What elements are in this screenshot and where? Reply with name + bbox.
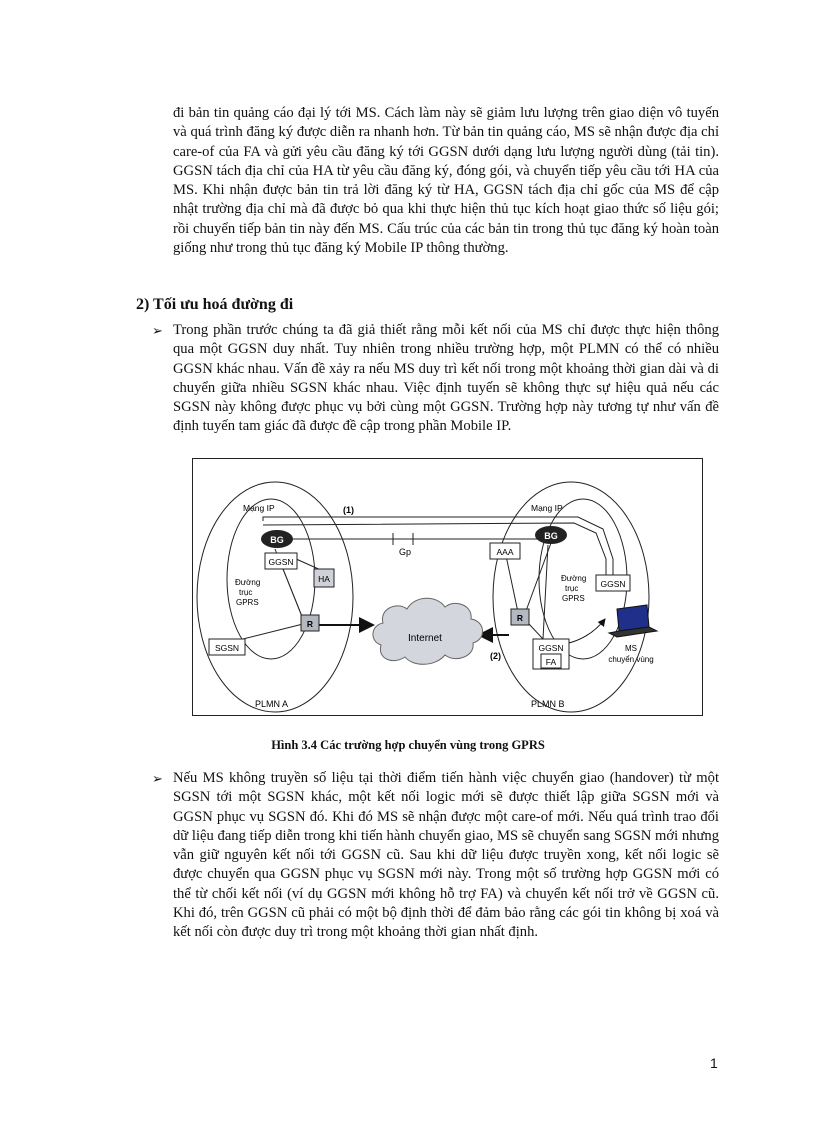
figure-caption: Hình 3.4 Các trường hợp chuyển vùng trong GPRS	[271, 738, 545, 752]
backbone-b-label-1: Đường	[561, 574, 587, 583]
arrow-ms	[569, 619, 605, 643]
backbone-b-label-2: trục	[565, 584, 579, 593]
path-2-label: (2)	[490, 651, 501, 661]
section-heading: 2) Tối ưu hoá đường đi	[136, 296, 294, 313]
ha-label: HA	[318, 574, 330, 584]
internet-label: Internet	[408, 633, 442, 644]
internet-cloud	[373, 598, 483, 664]
ggsn-b-label: GGSN	[600, 579, 626, 589]
ggsn-fa-label: GGSN	[538, 643, 564, 653]
router-a-label: R	[306, 619, 314, 629]
backbone-a-label-3: GPRS	[236, 598, 259, 607]
mang-ip-a-label: Mạng IP	[243, 503, 275, 513]
backbone-a-label-1: Đường	[235, 578, 261, 587]
bullet-icon: ➢	[152, 771, 163, 786]
plmn-a-label: PLMN A	[255, 699, 289, 709]
fa-label: FA	[545, 657, 557, 667]
aaa-label: AAA	[496, 547, 514, 557]
sgsn-a-label: SGSN	[214, 643, 240, 653]
backbone-b-label-3: GPRS	[562, 594, 585, 603]
backbone-a-label-2: trục	[239, 588, 253, 597]
network-diagram	[193, 459, 702, 715]
mang-ip-b-label: Mạng IP	[531, 503, 563, 513]
bullet-icon: ➢	[152, 323, 163, 338]
laptop-icon	[609, 605, 657, 637]
ms-label: MS	[625, 644, 637, 653]
bg-a-label: BG	[270, 535, 284, 545]
path-1-label: (1)	[343, 505, 354, 515]
paragraph-handover: Nếu MS không truyền số liệu tại thời điểm tiến hành việc chuyển giao (handover) từ một SGSN tới một SGSN khác, một kết nối logic mới sẽ được thiết lập giữa SGSN mới và GGSN phục vụ SGSN đó. Khi đó MS sẽ nhận được một care-of mới. Nếu quá trình trao đổi dữ liệu đang tiếp diễn trong khi tiến hành chuyển giao, MS sẽ chuyển sang SGSN mới nhưng vẫn giữ nguyên kết nối tới GGSN cũ. Sau khi dữ liệu được truyền xong, kết nối logic sẽ được chuyển qua GGSN phục vụ SGSN mới này. Trong một số trường hợp GGSN mới có thể từ chối kết nối (ví dụ GGSN mới không hỗ trợ FA) và chuyển kết nối trở về GGSN cũ. Khi đó, trên GGSN cũ phải có một bộ định thời để đảm bảo rằng các gói tin không bị xoá và kết nối còn được duy trì trong một khoảng thời gian nhất định.	[173, 770, 719, 941]
bg-b-label: BG	[544, 531, 558, 541]
router-b-label: R	[516, 613, 524, 623]
ms-roaming-label: chuyển vùng	[608, 655, 654, 664]
gp-label: Gp	[398, 547, 412, 557]
paragraph-registration: đi bản tin quảng cáo đại lý tới MS. Cách làm này sẽ giảm lưu lượng trên giao diện vô tuyến và quá trình đăng ký được diễn ra nhanh hơn. Từ bản tin quảng cáo, MS sẽ nhận được địa chỉ care-of của FA và gửi yêu cầu đăng ký tới GGSN dưới dạng lưu lượng người dùng (tải tin). GGSN tách địa chỉ của HA từ yêu cầu đăng ký, đóng gói, và chuyển tiếp yêu cầu tới HA của MS. Khi nhận được bản tin trả lời đăng ký từ HA, GGSN tách địa chỉ gốc của MS để cập nhật trường địa chỉ mà đã được bỏ qua khi thực hiện thủ tục kích hoạt giao thức số liệu gói; rồi chuyển tiếp bản tin này đến MS. Cấu trúc của các bản tin trong thủ tục đăng ký hoàn toàn giống như trong thủ tục đăng ký Mobile IP thông thường.	[173, 105, 719, 257]
paragraph-route-optimization: Trong phần trước chúng ta đã giả thiết rằng mỗi kết nối của MS chỉ được thực hiện thông qua một GGSN duy nhất. Tuy nhiên trong nhiều trường hợp, một PLMN có thể có nhiều GGSN khác nhau. Vấn đề xảy ra nếu MS duy trì kết nối trong một khoảng thời gian dài và di chuyển giữa nhiều SGSN khác nhau. Việc định tuyến sẽ không thực sự hiệu quả nếu các SGSN này không được phục vụ bởi cùng một GGSN. Trường hợp này tương tự như vấn đề định tuyến tam giác đã được đề cập trong phần Mobile IP.	[173, 322, 719, 435]
figure-gprs-roaming	[192, 458, 703, 716]
plmn-b-label: PLMN B	[531, 699, 565, 709]
ggsn-a-label: GGSN	[268, 557, 294, 567]
page-number: 1	[710, 1055, 718, 1071]
